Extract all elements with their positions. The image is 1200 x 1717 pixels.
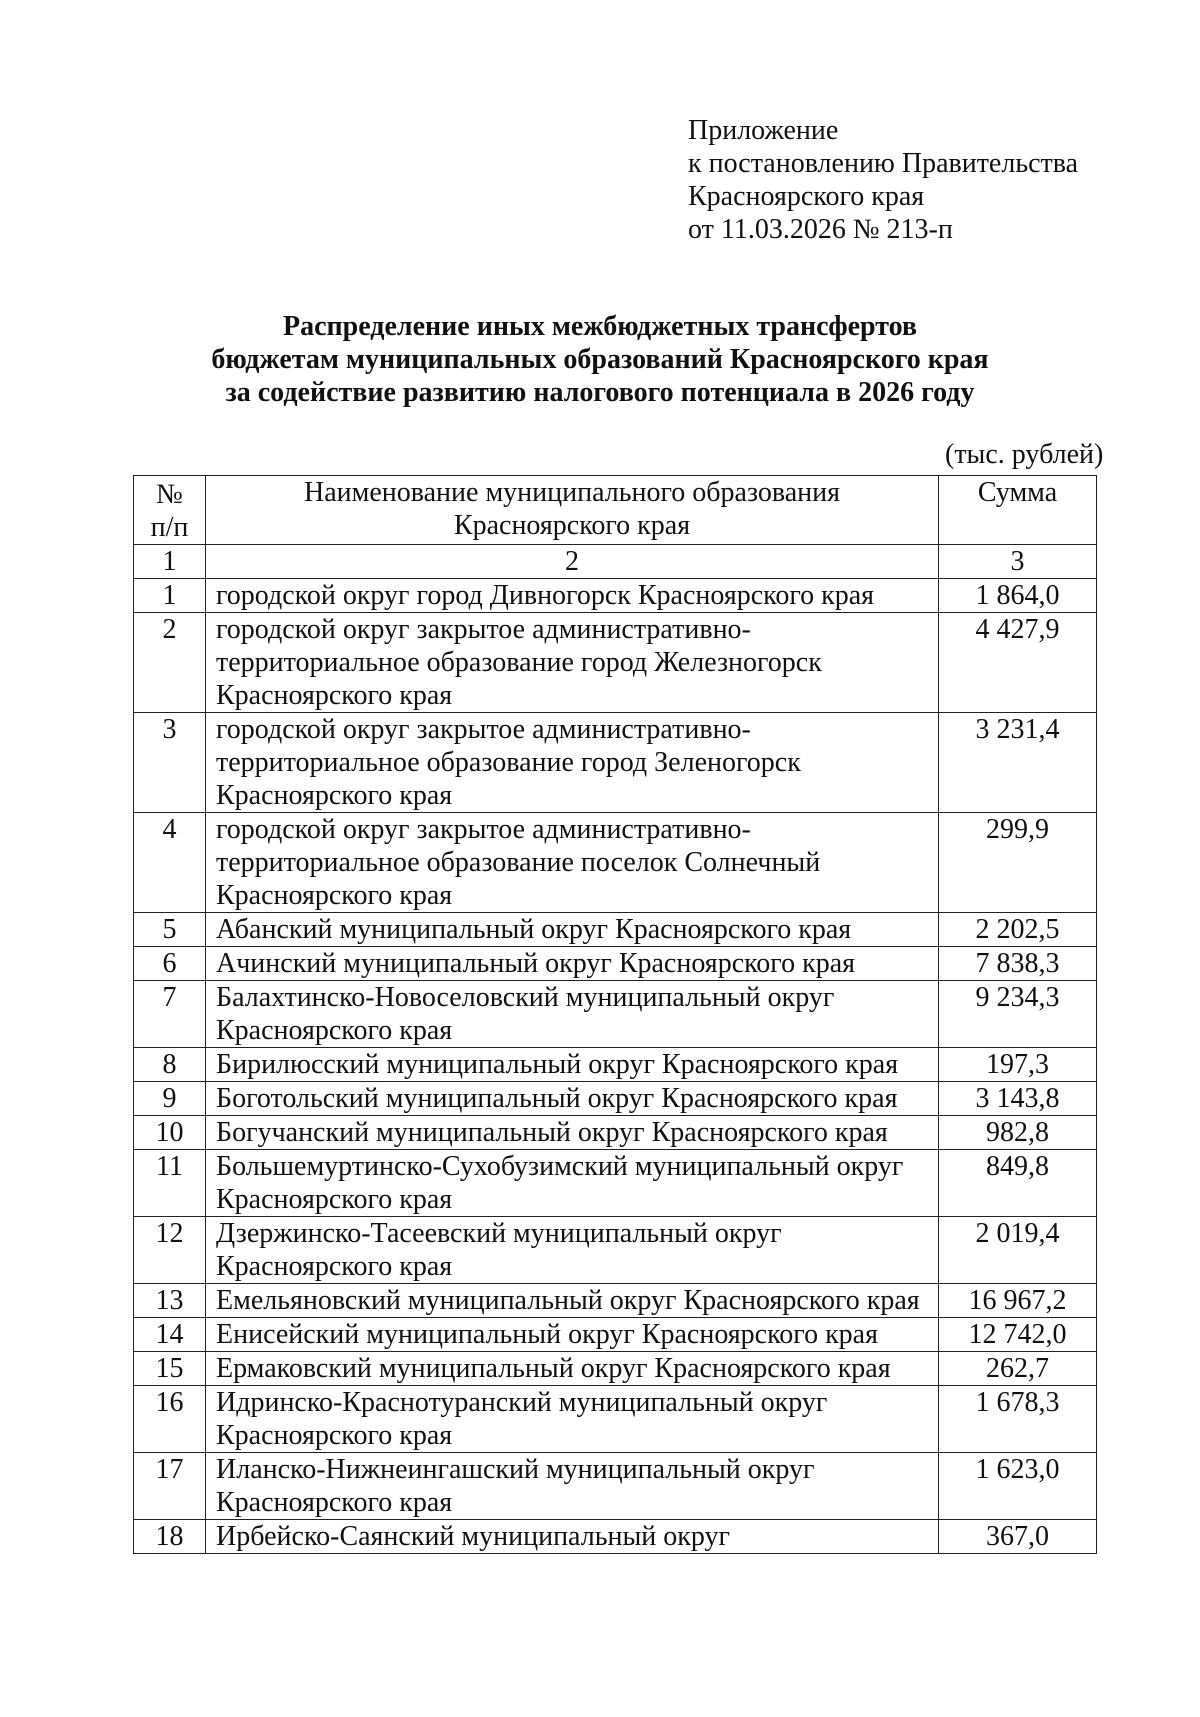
- row-sum: 12 742,0: [939, 1318, 1097, 1352]
- table-row: [134, 1150, 1097, 1217]
- row-sum: 3 231,4: [939, 713, 1097, 813]
- row-number: 7: [134, 981, 206, 1048]
- row-number: 10: [134, 1116, 206, 1150]
- header-sum: Сумма: [939, 476, 1097, 545]
- row-sum: 3 143,8: [939, 1082, 1097, 1116]
- row-number: 6: [134, 947, 206, 981]
- table-row: [134, 1116, 1097, 1150]
- units-label: (тыс. рублей): [945, 439, 1104, 470]
- row-number: 11: [134, 1150, 206, 1217]
- row-name: городской округ закрытое административно-территориальное образование поселок Солнечный Красноярского края: [206, 813, 939, 913]
- table-row: [134, 1386, 1097, 1453]
- row-name: Ирбейско-Саянский муниципальный округ: [206, 1520, 939, 1554]
- title-line-2: бюджетам муниципальных образований Красноярского края: [211, 344, 989, 375]
- header-number: [134, 476, 206, 545]
- row-number: 5: [134, 913, 206, 947]
- row-number: 1: [134, 579, 206, 613]
- appendix-line-2: к постановлению Правительства: [688, 148, 1079, 179]
- row-name: городской округ закрытое административно-территориальное образование город Зеленогорск Красноярского края: [206, 713, 939, 813]
- row-sum: 16 967,2: [939, 1284, 1097, 1318]
- row-name: Бирилюсский муниципальный округ Красноярского края: [206, 1048, 939, 1082]
- row-number: 13: [134, 1284, 206, 1318]
- row-sum: 1 623,0: [939, 1453, 1097, 1520]
- row-name: Емельяновский муниципальный округ Красноярского края: [206, 1284, 939, 1318]
- row-name: Абанский муниципальный округ Красноярского края: [206, 913, 939, 947]
- row-name: Балахтинско-Новоселовский муниципальный округ Красноярского края: [206, 981, 939, 1048]
- row-name: Иланско-Нижнеингашский муниципальный округ Красноярского края: [206, 1453, 939, 1520]
- table-row: [134, 1284, 1097, 1318]
- row-sum: 7 838,3: [939, 947, 1097, 981]
- distribution-table: [133, 475, 1097, 1554]
- row-sum: 262,7: [939, 1352, 1097, 1386]
- row-name: Большемуртинско-Сухобузимский муниципальный округ Красноярского края: [206, 1150, 939, 1217]
- table-row: [134, 947, 1097, 981]
- row-number: 14: [134, 1318, 206, 1352]
- row-number: 8: [134, 1048, 206, 1082]
- table-row: [134, 1352, 1097, 1386]
- header-name-line-2: Красноярского края: [453, 510, 691, 541]
- table-row: [134, 813, 1097, 913]
- table-row: [134, 913, 1097, 947]
- row-sum: 299,9: [939, 813, 1097, 913]
- appendix-line-1: Приложение: [688, 115, 839, 146]
- table-row: [134, 981, 1097, 1048]
- title-line-1: Распределение иных межбюджетных трансфертов: [282, 311, 918, 342]
- column-number-2: 2: [206, 545, 939, 579]
- table-header-row: [134, 476, 1097, 545]
- row-number: 3: [134, 713, 206, 813]
- table-row: [134, 1453, 1097, 1520]
- document-title: [0, 310, 1200, 409]
- row-number: 17: [134, 1453, 206, 1520]
- row-name: Дзержинско-Тасеевский муниципальный округ Красноярского края: [206, 1217, 939, 1284]
- row-number: 4: [134, 813, 206, 913]
- row-name: Идринско-Краснотуранский муниципальный округ Красноярского края: [206, 1386, 939, 1453]
- table-row: [134, 713, 1097, 813]
- row-number: 16: [134, 1386, 206, 1453]
- table-row: [134, 1082, 1097, 1116]
- row-number: 9: [134, 1082, 206, 1116]
- appendix-line-3: Красноярского края: [688, 181, 925, 212]
- table-row: [134, 1318, 1097, 1352]
- row-number: 15: [134, 1352, 206, 1386]
- title-line-3: за содействие развитию налогового потенциала в 2026 году: [225, 377, 975, 408]
- column-number-row: [134, 545, 1097, 579]
- header-number-line-1: №: [156, 479, 183, 510]
- column-number-3: 3: [939, 545, 1097, 579]
- appendix-block: [688, 114, 1078, 246]
- row-number: 18: [134, 1520, 206, 1554]
- row-sum: 1 678,3: [939, 1386, 1097, 1453]
- header-name: [206, 476, 939, 545]
- row-sum: 197,3: [939, 1048, 1097, 1082]
- header-name-line-1: Наименование муниципального образования: [304, 477, 840, 508]
- row-sum: 4 427,9: [939, 613, 1097, 713]
- appendix-line-4: от 11.03.2026 № 213-п: [688, 214, 953, 245]
- row-sum: 849,8: [939, 1150, 1097, 1217]
- row-sum: 1 864,0: [939, 579, 1097, 613]
- row-number: 12: [134, 1217, 206, 1284]
- row-name: городской округ закрытое административно-территориальное образование город Железногорск Красноярского края: [206, 613, 939, 713]
- row-name: Ермаковский муниципальный округ Красноярского края: [206, 1352, 939, 1386]
- row-sum: 9 234,3: [939, 981, 1097, 1048]
- row-name: городской округ город Дивногорск Красноярского края: [206, 579, 939, 613]
- row-sum: 2 202,5: [939, 913, 1097, 947]
- column-number-1: 1: [134, 545, 206, 579]
- row-name: Боготольский муниципальный округ Красноярского края: [206, 1082, 939, 1116]
- row-number: 2: [134, 613, 206, 713]
- table-row: [134, 1217, 1097, 1284]
- row-sum: 367,0: [939, 1520, 1097, 1554]
- table-row: [134, 1520, 1097, 1554]
- row-sum: 2 019,4: [939, 1217, 1097, 1284]
- table-row: [134, 579, 1097, 613]
- table-row: [134, 613, 1097, 713]
- row-name: Ачинский муниципальный округ Красноярского края: [206, 947, 939, 981]
- row-name: Богучанский муниципальный округ Красноярского края: [206, 1116, 939, 1150]
- table-row: [134, 1048, 1097, 1082]
- row-sum: 982,8: [939, 1116, 1097, 1150]
- row-name: Енисейский муниципальный округ Красноярского края: [206, 1318, 939, 1352]
- header-number-line-2: п/п: [150, 512, 189, 543]
